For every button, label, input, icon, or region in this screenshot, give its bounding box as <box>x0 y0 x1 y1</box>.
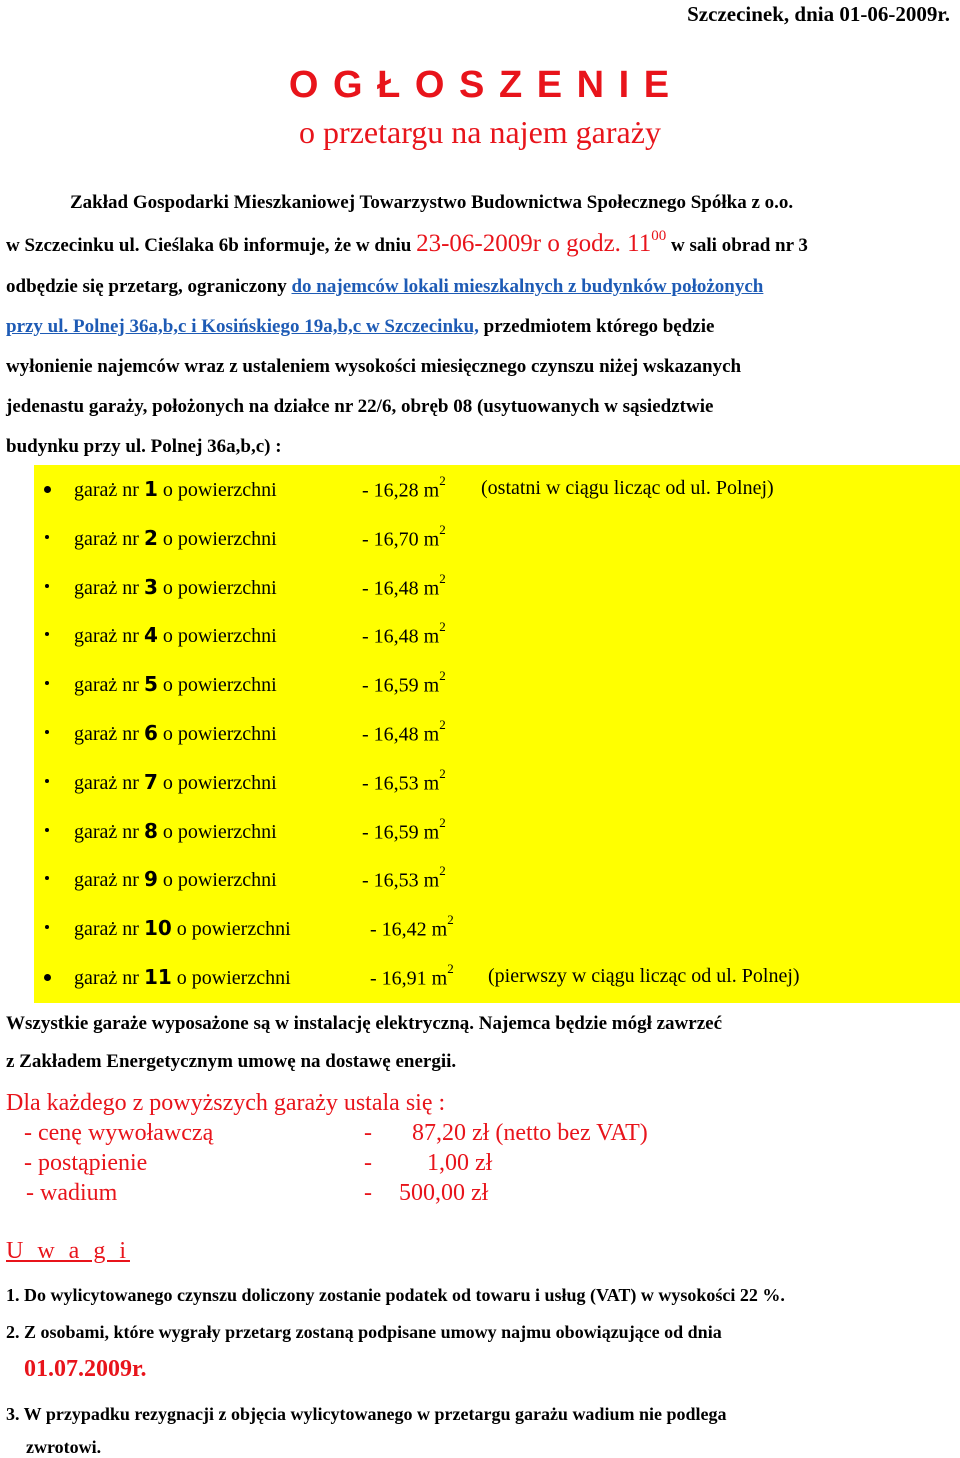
garage-number: 2 <box>143 525 158 550</box>
bullet-icon <box>45 681 49 685</box>
bullet-icon <box>45 779 49 783</box>
garage-area-value: - 16,53 m <box>362 870 440 893</box>
garage-number: 10 <box>143 916 172 941</box>
note-2: 2. Z osobami, które wygrały przetarg zostaną podpisane umowy najmu obowiązujące od dnia <box>6 1322 722 1342</box>
garage-area <box>362 717 446 747</box>
garage-area-value: - 16,48 m <box>362 723 440 746</box>
garage-label: garaż nr <box>74 918 144 941</box>
pricing-heading: Dla każdego z powyższych garaży ustala się : <box>6 1090 446 1116</box>
intro-line-3 <box>6 276 763 298</box>
garage-label: garaż nr <box>74 771 144 794</box>
garage-area-value: - 16,48 m <box>362 626 440 649</box>
garage-item <box>74 717 954 751</box>
garage-list <box>34 465 960 1003</box>
garage-label: garaż nr <box>74 479 144 501</box>
garage-item <box>74 473 954 507</box>
garage-area-label: o powierzchni <box>157 674 277 697</box>
auction-time-minutes: 00 <box>651 227 667 244</box>
pricing-list <box>24 1120 744 1220</box>
garage-area-label: o powierzchni <box>171 967 291 989</box>
garage-area-unit-exponent: 2 <box>439 521 446 537</box>
garage-area-unit-exponent: 2 <box>447 961 454 976</box>
garage-area-label: o powierzchni <box>157 625 277 648</box>
garage-number: 7 <box>143 769 158 794</box>
garage-area <box>362 473 446 503</box>
price-dash-start: - <box>364 1120 372 1146</box>
price-label-deposit: - wadium <box>26 1180 118 1206</box>
document-title: O G Ł O S Z E N I E <box>288 64 672 106</box>
intro-line-4-end: przedmiotem którego będzie <box>478 316 715 337</box>
garage-item <box>74 668 954 702</box>
intro-line-5: wyłonienie najemców wraz z ustaleniem wysokości miesięcznego czynszu niżej wskazanych <box>6 356 742 377</box>
garage-item <box>74 863 954 897</box>
note-3-continuation: zwrotowi. <box>26 1437 102 1457</box>
bullet-icon <box>45 876 49 880</box>
garage-area-value: - 16,42 m <box>370 918 448 941</box>
intro-line-1: Zakład Gospodarki Mieszkaniowej Towarzystwo Budownictwa Społecznego Spółka z o.o. <box>70 192 794 213</box>
bullet-icon <box>45 632 49 636</box>
garage-area <box>362 765 446 796</box>
intro-line-6: jedenastu garaży, położonych na działce nr 22/6, obręb 08 (usytuowanych w sąsiedztwie <box>6 396 714 417</box>
price-value-start: 87,20 zł (netto bez VAT) <box>412 1120 648 1146</box>
garage-label: garaż nr <box>74 674 144 697</box>
garage-area-unit-exponent: 2 <box>439 473 446 488</box>
garage-number: 1 <box>143 477 158 501</box>
garage-area-unit-exponent: 2 <box>439 717 446 732</box>
price-dash-increment: - <box>364 1150 372 1176</box>
garage-label: garaż nr <box>74 625 144 648</box>
intro-line-7: budynku przy ul. Polnej 36a,b,c) : <box>6 436 282 457</box>
garage-area-unit-exponent: 2 <box>439 814 446 830</box>
garage-area-unit-exponent: 2 <box>447 912 454 928</box>
garage-area <box>362 814 446 845</box>
garage-area-value: - 16,48 m <box>362 577 440 600</box>
price-label-increment: - postąpienie <box>24 1150 148 1176</box>
garage-area <box>370 912 454 942</box>
notes-heading: U w a g i <box>6 1238 130 1264</box>
bullet-icon <box>44 974 51 981</box>
garage-item <box>74 570 954 605</box>
garage-area-label: o powierzchni <box>171 918 291 941</box>
garage-area-label: o powierzchni <box>157 527 277 550</box>
garage-area <box>370 961 454 991</box>
bullet-icon <box>45 730 49 734</box>
garage-area-label: o powierzchni <box>157 820 277 843</box>
garage-area-unit-exponent: 2 <box>439 863 446 879</box>
auction-date: 23-06-2009r o godz. 11 <box>416 230 652 257</box>
garage-area-unit-exponent: 2 <box>439 570 446 586</box>
garage-label: garaż nr <box>74 576 144 599</box>
intro-line-3-start: odbędzie się przetarg, ograniczony <box>6 276 292 297</box>
intro-line-2-start: w Szczecinku ul. Cieślaka 6b informuje, że w dniu <box>6 235 417 256</box>
garage-area-label: o powierzchni <box>157 869 277 892</box>
garage-area-value: - 16,91 m <box>370 967 448 990</box>
electric-line-1: Wszystkie garaże wyposażone są w instalację elektryczną. Najemca będzie mógł zawrzeć <box>6 1013 722 1034</box>
garage-area-unit-exponent: 2 <box>439 668 446 684</box>
garage-area-label: o powierzchni <box>157 479 277 501</box>
intro-line-2 <box>6 227 808 258</box>
garage-note: (ostatni w ciągu licząc od ul. Polnej) <box>481 477 774 499</box>
bullet-icon <box>45 584 49 588</box>
garage-area <box>362 570 446 601</box>
garage-label: garaż nr <box>74 869 144 892</box>
garage-area <box>362 863 446 893</box>
garage-label: garaż nr <box>74 527 144 550</box>
eligibility-link-part-1: do najemców lokali mieszkalnych z budynków położonych <box>291 276 764 297</box>
bullet-icon <box>44 486 51 493</box>
garage-area <box>362 619 446 649</box>
bullet-icon <box>45 828 49 832</box>
document-date: Szczecinek, dnia 01-06-2009r. <box>687 2 950 26</box>
price-value-deposit: 500,00 zł <box>399 1180 489 1206</box>
document-subtitle: o przetargu na najem garaży <box>299 114 661 150</box>
garage-area-value: - 16,53 m <box>362 772 440 795</box>
contract-start-date: 01.07.2009r. <box>24 1356 147 1382</box>
bullet-icon <box>45 925 49 929</box>
garage-number: 9 <box>143 867 158 892</box>
garage-area-label: o powierzchni <box>157 723 277 745</box>
garage-number: 4 <box>143 623 158 648</box>
price-dash-deposit: - <box>364 1180 372 1206</box>
garage-item <box>74 912 954 946</box>
garage-number: 5 <box>143 672 158 697</box>
garage-item <box>74 814 954 849</box>
garage-area <box>362 521 446 552</box>
garage-area-value: - 16,70 m <box>362 528 440 551</box>
garage-area-value: - 16,59 m <box>362 674 440 697</box>
electric-line-2: z Zakładem Energetycznym umowę na dostawę energii. <box>6 1051 457 1072</box>
garage-number: 6 <box>143 721 158 745</box>
garage-note: (pierwszy w ciągu licząc od ul. Polnej) <box>488 965 800 987</box>
garage-number: 3 <box>143 574 158 599</box>
bullet-icon <box>45 535 49 539</box>
garage-area-unit-exponent: 2 <box>439 619 446 635</box>
garage-label: garaż nr <box>74 967 144 989</box>
garage-area <box>362 668 446 698</box>
garage-item <box>74 961 954 995</box>
intro-line-2-end: w sali obrad nr 3 <box>666 235 808 256</box>
garage-area-label: o powierzchni <box>157 576 277 599</box>
garage-label: garaż nr <box>74 723 144 745</box>
garage-item <box>74 521 954 556</box>
garage-number: 8 <box>143 818 158 843</box>
note-3: 3. W przypadku rezygnacji z objęcia wylicytowanego w przetargu garażu wadium nie podlega <box>6 1404 727 1424</box>
intro-line-4 <box>6 316 714 338</box>
note-1: 1. Do wylicytowanego czynszu doliczony zostanie podatek od towaru i usług (VAT) w wysokości 22 %. <box>6 1285 785 1305</box>
price-label-start: - cenę wywoławczą <box>24 1120 214 1146</box>
garage-area-unit-exponent: 2 <box>439 765 446 781</box>
garage-area-label: o powierzchni <box>157 771 277 794</box>
garage-area-value: - 16,59 m <box>362 821 440 844</box>
garage-number: 11 <box>143 965 172 989</box>
garage-item <box>74 765 954 800</box>
garage-area-value: - 16,28 m <box>362 479 440 502</box>
garage-label: garaż nr <box>74 820 144 843</box>
price-value-increment: 1,00 zł <box>427 1150 493 1176</box>
garage-item <box>74 619 954 653</box>
eligibility-link-part-2: przy ul. Polnej 36a,b,c i Kosińskiego 19a,b,c w Szczecinku, <box>6 316 479 337</box>
